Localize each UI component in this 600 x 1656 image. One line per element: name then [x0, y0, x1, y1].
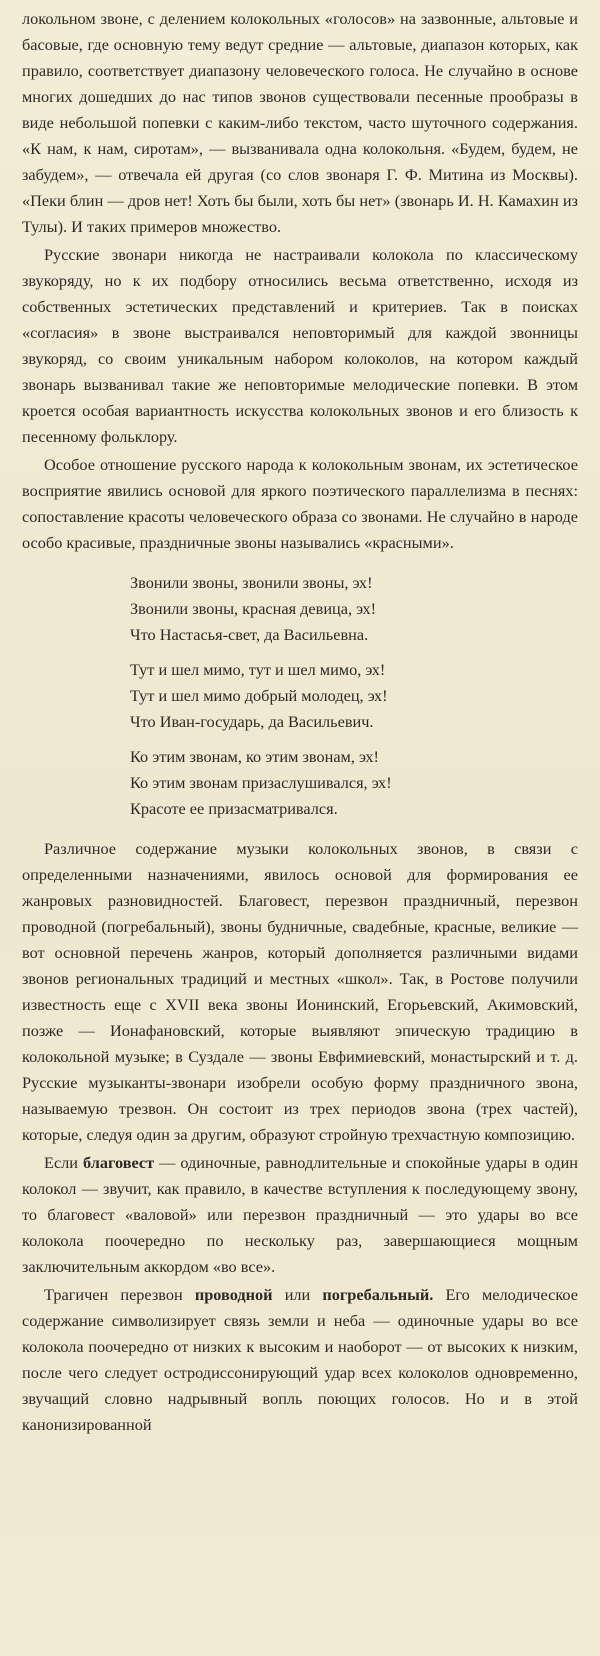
- paragraph-poetic-parallelism: Особое отношение русского народа к колокольным звонам, их эстетическое восприятие явились основой для яркого поэтического параллелизма в песнях: сопоставление красоты человеческого образа со звонами. Не случайно в народе особо красивые, праздничные звоны назывались «красными».: [22, 455, 578, 552]
- term-blagovest: благовест: [82, 1153, 155, 1172]
- stanza: [130, 657, 578, 735]
- verse-line: Что Иван-государь, да Васильевич.: [130, 712, 374, 731]
- verse-line: Ко этим звонам, ко этим звонам, эх!: [130, 747, 379, 766]
- verse-line: Тут и шел мимо, тут и шел мимо, эх!: [130, 660, 386, 679]
- verse-line: Звонили звоны, красная девица, эх!: [130, 599, 377, 618]
- verse-line: Что Настасья-свет, да Васильевна.: [130, 625, 369, 644]
- term-pogrebalny: погребальный.: [322, 1285, 434, 1304]
- folk-song-verse: [130, 570, 578, 822]
- text-span: или: [272, 1285, 323, 1304]
- text-span: Трагичен перезвон: [44, 1285, 195, 1304]
- text-span: Его мелодическое содержание символизирует связь земли и неба — одиночные удары во все колокола поочередно от низких к высоким и наоборот — от высоких к низким, после чего следует остродиссонирующий удар всех колоколов одновременно, звучащий словно надрывный вопль поющих голосов. Но и в этой канонизированной: [22, 1285, 578, 1434]
- text-span: Если: [44, 1153, 83, 1172]
- paragraph-bell-tuning: Русские звонари никогда не настраивали колокола по классическому звукоряду, но к их подбору относились весьма ответственно, исходя из собственных эстетических представлений и критериев. Так в поисках «согласия» в звоне выстраивался неповторимый для каждой звонницы звукоряд, со своим уникальным набором колоколов, на котором каждый звонарь вызванивал такие же неповторимые мелодические попевки. В этом кроется особая вариантность искусства колокольных звонов и его близость к песенному фольклору.: [22, 245, 578, 446]
- paragraph-funeral-peal: [22, 1282, 578, 1438]
- stanza: [130, 744, 578, 822]
- stanza: [130, 570, 578, 648]
- verse-line: Звонили звоны, звонили звоны, эх!: [130, 573, 373, 592]
- paragraph-tuning-intro: локольном звоне, с делением колокольных «голосов» на зазвонные, альтовые и басовые, где основную тему ведут средние — альтовые, диапазон которых, как правило, соответствует диапазону человеческого голоса. Не случайно в основе многих дошедших до нас типов звонов существовали песенные прообразы в виде небольшой попевки с каким-либо текстом, часто шуточного содержания. «К нам, к нам, сиротам», — вызванивала одна колокольня. «Будем, будем, не забудем», — отвечала ей другая (со слов звонаря Г. Ф. Митина из Москвы). «Пеки блин — дров нет! Хоть бы были, хоть бы нет» (звонарь И. Н. Камахин из Тулы). И таких примеров множество.: [22, 9, 578, 236]
- term-provodnoy: проводной: [194, 1285, 273, 1304]
- text-span: — одиночные, равнодлительные и спокойные удары в один колокол — звучит, как правило, в качестве вступления к последующему звону, то благовест «валовой» или перезвон праздничный — это удары во все колокола поочередно по нескольку раз, завершающиеся мощным заключительным аккордом «во все».: [22, 1153, 578, 1276]
- verse-line: Ко этим звонам призаслушивался, эх!: [130, 773, 392, 792]
- paragraph-blagovest: [22, 1150, 578, 1280]
- verse-line: Красоте ее призасматривался.: [130, 799, 338, 818]
- paragraph-genres: Различное содержание музыки колокольных звонов, в связи с определенными назначениями, явилось основой для формирования ее жанровых разновидностей. Благовест, перезвон праздничный, перезвон проводной (погребальный), звоны будничные, свадебные, красные, великие — вот основной перечень жанров, который дополняется различными видами звонов региональных традиций и местных «школ». Так, в Ростове получили известность еще с XVII века звоны Ионинский, Егорьевский, Акимовский, позже — Ионафановский, которые выявляют эпическую традицию в колокольной музыке; в Суздале — звоны Евфимиевский, монастырский и т. д. Русские музыканты-звонари изобрели особую форму праздничного звона, называемую трезвон. Он состоит из трех периодов звона (трех частей), которые, следуя один за другим, образуют стройную трехчастную композицию.: [22, 839, 578, 1144]
- verse-line: Тут и шел мимо добрый молодец, эх!: [130, 686, 388, 705]
